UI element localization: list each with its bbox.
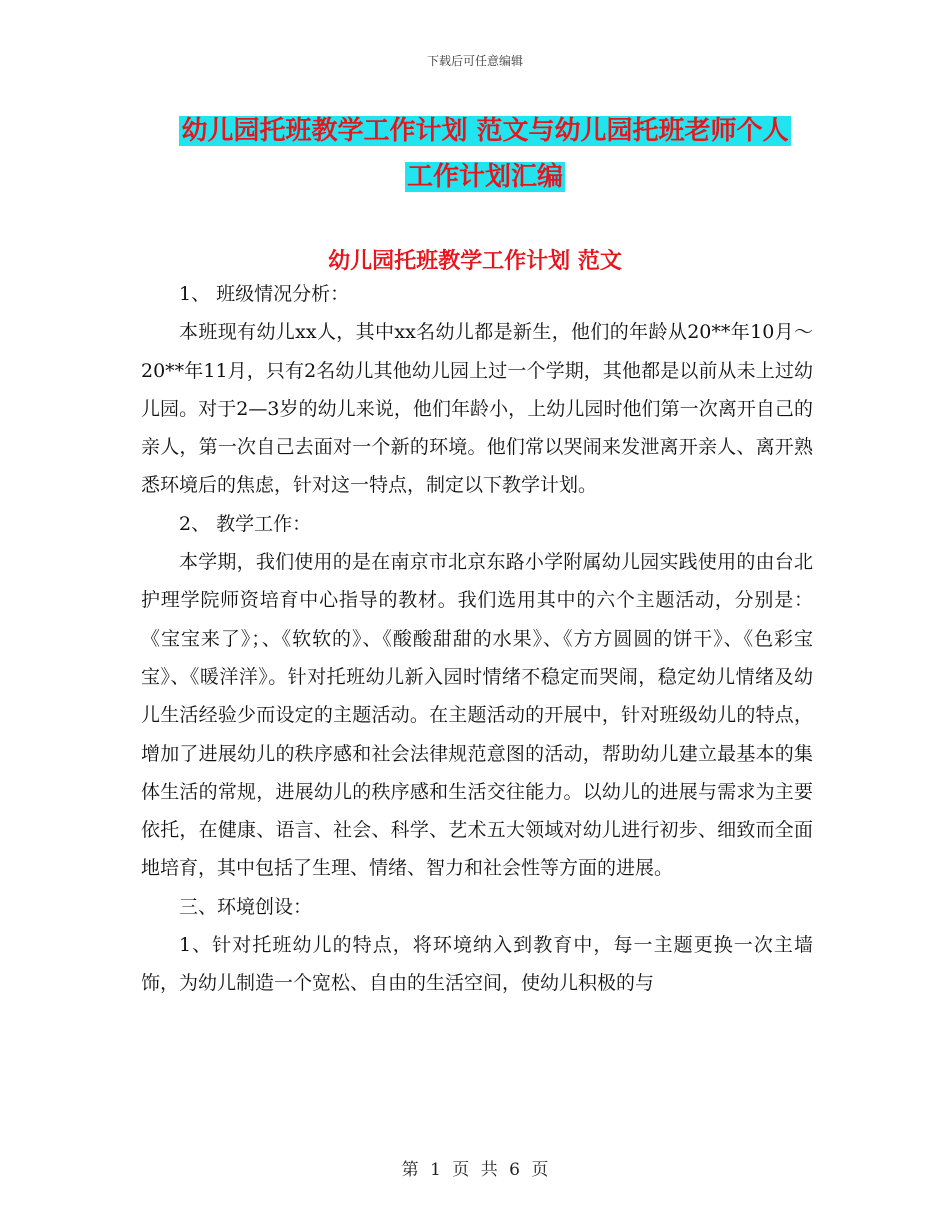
header-note: 下载后可任意编辑 bbox=[426, 54, 523, 68]
paragraph-teaching: 本学期，我们使用的是在南京市北京东路小学附属幼儿园实践使用的由台北护理学院师资培育中心指导的教材。我们选用其中的六个主题活动，分别是：《宝宝来了》；、《软软的》、《酸酸甜甜的水果》、《方方圆圆的饼干》、《色彩宝宝》、《暖洋洋》。针对托班幼儿新入园时情绪不稳定而哭闹，稳定幼儿情绪及幼儿生活经验少而设定的主题活动。在主题活动的开展中，针对班级幼儿的特点，增加了进展幼儿的秩序感和社会法律规范意图的活动，帮助幼儿建立最基本的集体生活的常规，进展幼儿的秩序感和生活交往能力。以幼儿的进展与需求为主要依托，在健康、语言、社会、科学、艺术五大领域对幼儿进行初步、细致而全面地培育，其中包括了生理、情绪、智力和社会性等方面的进展。 bbox=[141, 551, 813, 880]
section-title: 幼儿园托班教学工作计划 范文 bbox=[328, 248, 622, 274]
document-title bbox=[140, 108, 830, 200]
paragraph-teaching-heading: 2、 教学工作： bbox=[179, 512, 312, 535]
document-body bbox=[141, 275, 813, 1003]
paragraph-environment: 1、针对托班幼儿的特点，将环境纳入到教育中，每一主题更换一次主墙饰，为幼儿制造一个宽松、自由的生活空间，使幼儿积极的与 bbox=[141, 934, 813, 995]
paragraph-environment-heading: 三、环境创设： bbox=[179, 895, 313, 918]
title-line-1: 幼儿园托班教学工作计划 范文与幼儿园托班老师个人 bbox=[181, 116, 789, 146]
paragraph-class-analysis-heading: 1、 班级情况分析： bbox=[179, 283, 350, 305]
page-number-footer: 第 1 页 共 6 页 bbox=[401, 1160, 549, 1180]
title-line-2: 工作计划汇编 bbox=[406, 162, 563, 192]
paragraph-class-analysis: 本班现有幼儿xx人，其中xx名幼儿都是新生，他们的年龄从20**年10月～20**年11月，只有2名幼儿其他幼儿园上过一个学期，其他都是以前从未上过幼儿园。对于2—3岁的幼儿来说，他们年龄小，上幼儿园时他们第一次离开自己的亲人，第一次自己去面对一个新的环境。他们常以哭闹来发泄离开亲人、离开熟悉环境后的焦虑，针对这一特点，制定以下教学计划。 bbox=[141, 321, 813, 497]
